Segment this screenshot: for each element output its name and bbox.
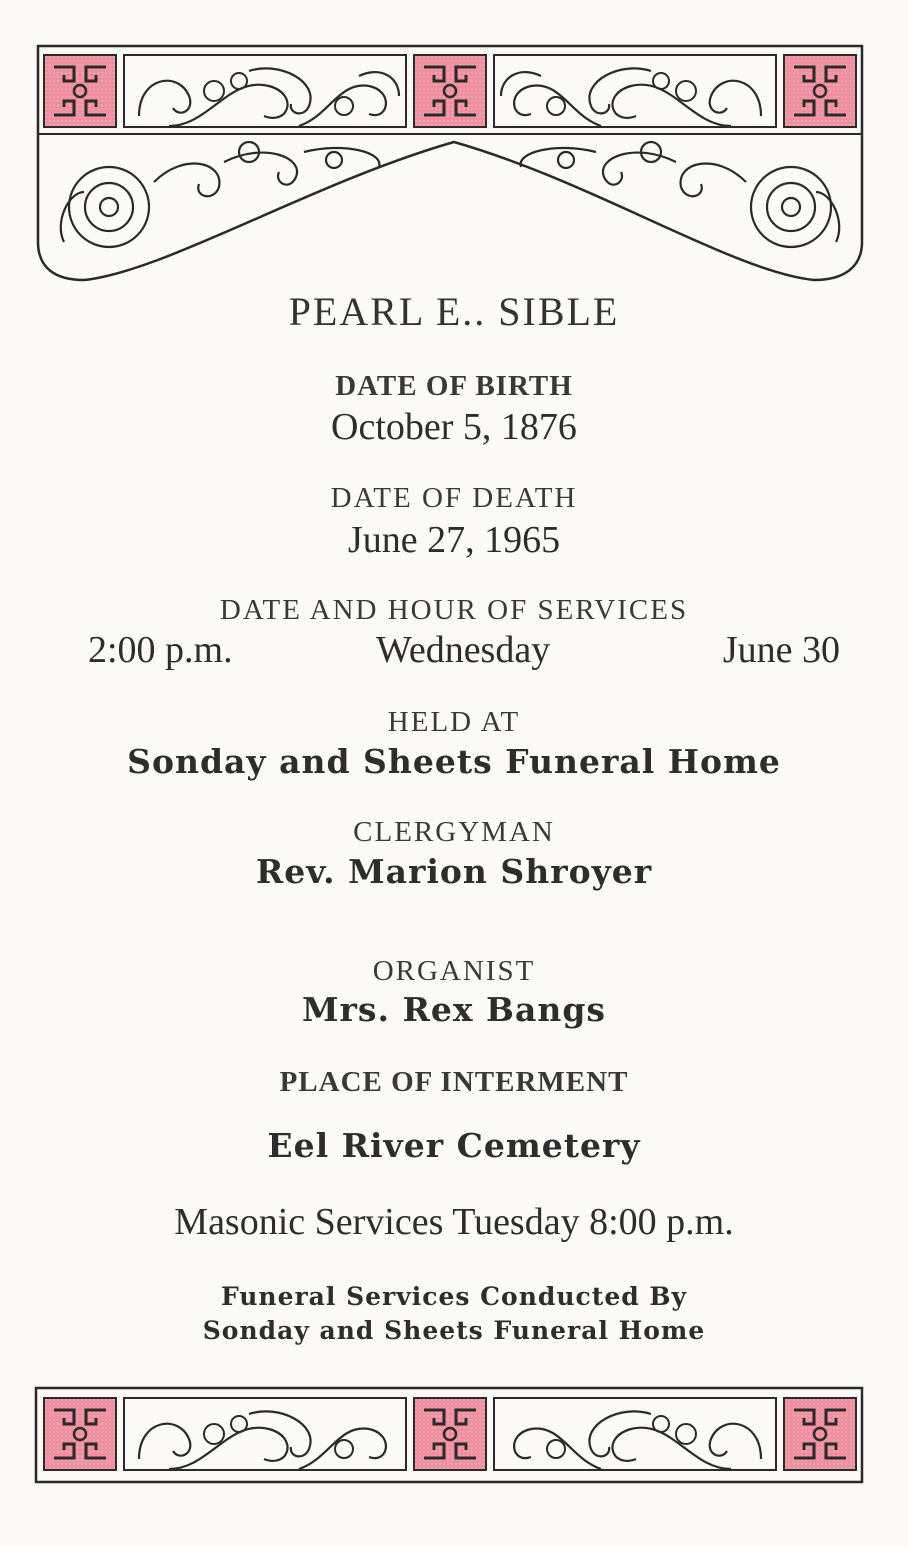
interment-value: Eel River Cemetery (267, 1126, 641, 1165)
services-label: DATE AND HOUR OF SERVICES (219, 594, 689, 626)
clergyman-value: Rev. Marion Shroyer (255, 852, 653, 891)
interment-label: PLACE OF INTERMENT (279, 1066, 629, 1098)
held-at-value: Sonday and Sheets Funeral Home (127, 742, 781, 781)
services-day: Wednesday (376, 629, 551, 671)
bottom-ornamental-border (34, 1386, 866, 1486)
date-of-birth-value: October 5, 1876 (331, 406, 577, 448)
clergyman-label: CLERGYMAN (353, 816, 555, 848)
date-of-birth-label: DATE OF BIRTH (335, 370, 573, 402)
organist-value: Mrs. Rex Bangs (302, 990, 606, 1029)
held-at-label: HELD AT (387, 706, 521, 738)
top-ornamental-border (34, 42, 866, 284)
services-date: June 30 (722, 629, 840, 671)
masonic-services: Masonic Services Tuesday 8:00 p.m. (174, 1201, 734, 1243)
footer-line-1: Funeral Services Conducted By (220, 1282, 688, 1311)
date-of-death-label: DATE OF DEATH (330, 482, 578, 514)
decedent-name: PEARL E.. SIBLE (288, 289, 620, 334)
organist-label: ORGANIST (372, 955, 536, 987)
footer-line-2: Sonday and Sheets Funeral Home (202, 1316, 706, 1345)
date-of-death-value: June 27, 1965 (347, 519, 561, 561)
services-time: 2:00 p.m. (88, 629, 233, 671)
